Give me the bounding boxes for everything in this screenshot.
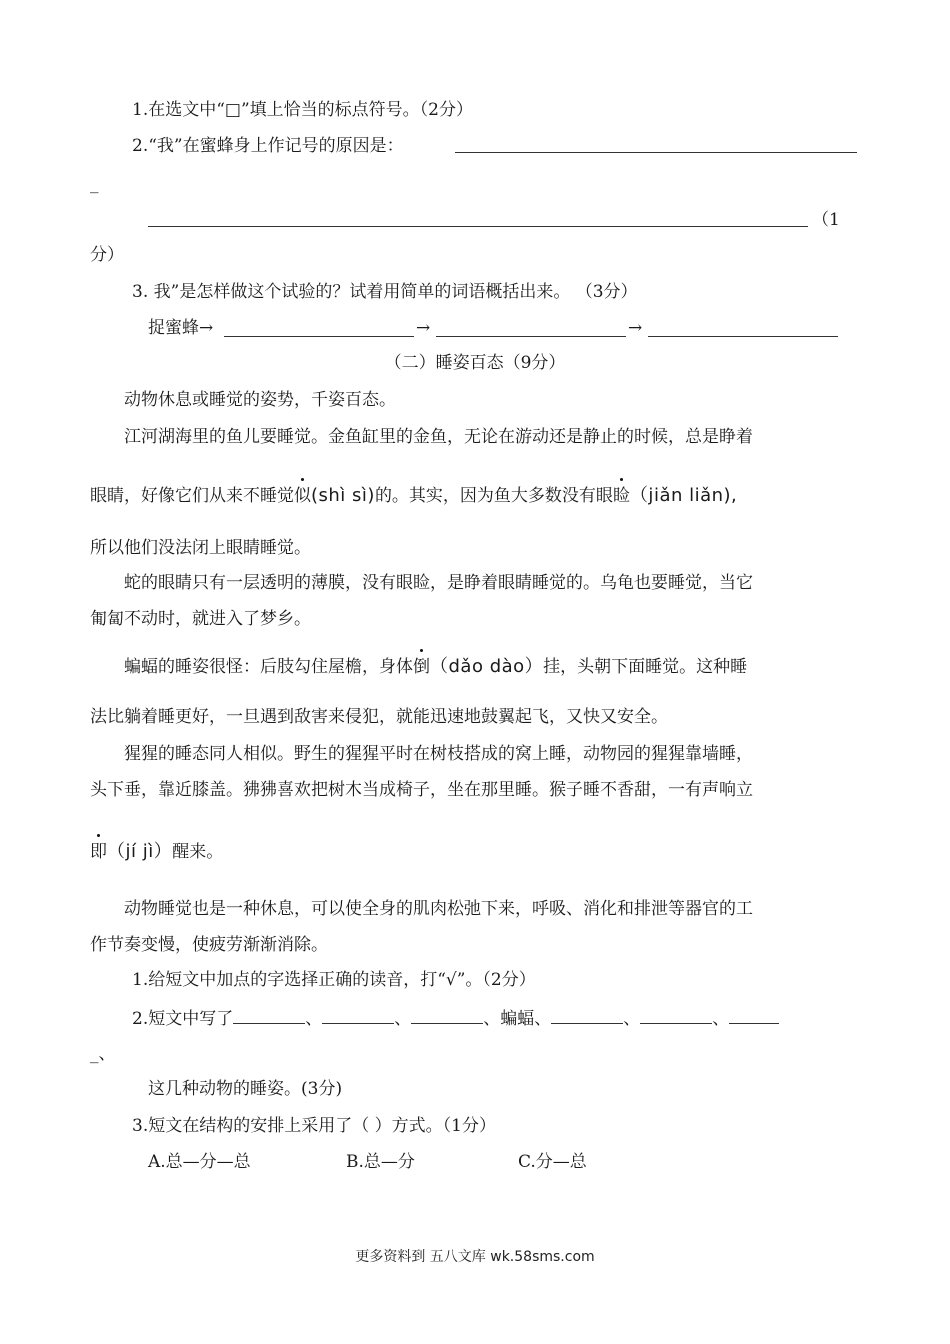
para-2-line-3: 所以他们没法闭上眼睛睡觉。 (90, 538, 311, 558)
answer-line-q3-3[interactable] (648, 318, 838, 337)
option-c[interactable]: C.分—总 (518, 1152, 587, 1172)
answer-blank-2[interactable] (322, 1005, 394, 1024)
text: 醒来。 (172, 842, 224, 862)
separator: 、 (483, 1009, 501, 1029)
dotted-char-si: 似 (294, 486, 311, 506)
answer-blank-5[interactable] (640, 1005, 712, 1024)
separator: 、 (712, 1009, 730, 1029)
para-3-line-1: 蛇的眼睛只有一层透明的薄膜，没有眼睑，是睁着眼睛睡觉的。乌龟也要睡觉，当它 (124, 573, 753, 593)
answer-blank-1[interactable] (233, 1005, 305, 1024)
part1-question-1: 1.在选文中“□”填上恰当的标点符号。（2分） (132, 100, 473, 120)
arrow-1: → (416, 318, 431, 338)
footer-link[interactable]: 更多资料到 五八文库 wk.58sms.com (355, 1249, 595, 1265)
separator: 、 (623, 1009, 641, 1029)
para-5-line-2: 头下垂，靠近膝盖。狒狒喜欢把树木当成椅子，坐在那里睡。猴子睡不香甜，一有声响立 (90, 780, 753, 800)
dotted-char-ji: 即 (90, 842, 107, 862)
dotted-char-dao: 倒 (413, 657, 430, 677)
answer-line-q3-1[interactable] (224, 318, 414, 337)
answer-blank-4[interactable] (551, 1005, 623, 1024)
section-title: （二）睡姿百态（9分） (384, 353, 566, 373)
part2-question-3: 3.短文在结构的安排上采用了（ ）方式。（1分） (132, 1116, 496, 1136)
answer-line-q3-2[interactable] (436, 318, 626, 337)
text: 2.短文中写了 (132, 1009, 234, 1029)
part1-question-2 (132, 134, 404, 158)
separator: 、 (305, 1009, 323, 1029)
text: 的。其实，因为鱼大多数没有眼 (374, 486, 613, 506)
text: 蝙蝠的睡姿很怪：后肢勾住屋檐，身体 (124, 657, 413, 677)
part1-question-3: 3. 我”是怎样做这个试验的？试着用简单的词语概括出来。 （3分） (132, 282, 638, 302)
q3-start-label: 捉蜜蜂→ (148, 318, 214, 338)
arrow-2: → (628, 318, 643, 338)
answer-line-q2-dash: _ (90, 174, 99, 194)
answer-line-q2-a[interactable] (455, 134, 857, 153)
para-6-line-1: 动物睡觉也是一种休息，可以使全身的肌肉松弛下来，呼吸、消化和排泄等器官的工 (124, 899, 753, 919)
given-answer-bat: 蝙蝠 (500, 1009, 535, 1029)
option-b[interactable]: B.总—分 (346, 1152, 415, 1172)
para-5-line-1: 猩猩的睡态同人相似。野生的猩猩平时在树枝搭成的窝上睡，动物园的猩猩靠墙睡， (124, 744, 753, 764)
text: 眼睛，好像它们从来不睡觉 (90, 486, 294, 506)
para-3-line-2: 匍匐不动时，就进入了梦乡。 (90, 609, 311, 629)
separator: 、 (394, 1009, 412, 1029)
pinyin-option-ji[interactable]: （jí jì） (107, 841, 173, 862)
text: 挂，头朝下面睡觉。这种睡 (543, 657, 748, 677)
dotted-char-jian: 睑 (612, 486, 630, 506)
pinyin-option-si[interactable]: (shì sì) (311, 485, 375, 506)
q2-points-b: 分） (90, 245, 124, 265)
para-4-line-1 (124, 655, 747, 679)
separator: 、 (534, 1009, 552, 1029)
para-1: 动物休息或睡觉的姿势，千姿百态。 (124, 390, 396, 410)
para-5-line-3 (90, 840, 223, 864)
q2-points-a: （1 (812, 210, 840, 230)
option-a[interactable]: A.总—分—总 (148, 1152, 251, 1172)
para-2-line-1: 江河湖海里的鱼儿要睡觉。金鱼缸里的金鱼，无论在游动还是静止的时候，总是睁着 (124, 427, 753, 447)
q2-suffix: 这几种动物的睡姿。(3分) (148, 1079, 343, 1099)
para-4-line-2: 法比躺着睡更好，一旦遇到敌害来侵犯，就能迅速地鼓翼起飞，又快又安全。 (90, 707, 668, 727)
answer-blank-6[interactable] (729, 1005, 779, 1024)
pinyin-option-dao[interactable]: （dǎo dào） (430, 656, 544, 677)
pinyin-option-jian[interactable]: （jiǎn liǎn), (629, 485, 738, 506)
answer-line-q2-b[interactable] (148, 208, 808, 227)
part1-question-2-text: 2.“我”在蜜蜂身上作记号的原因是： (132, 136, 404, 156)
part2-question-2 (132, 1005, 779, 1031)
para-6-line-2: 作节奏变慢，使疲劳渐渐消除。 (90, 935, 328, 955)
para-2-line-2 (90, 484, 737, 508)
q2-continuation: _、 (90, 1044, 116, 1064)
answer-blank-3[interactable] (411, 1005, 483, 1024)
part2-question-1: 1.给短文中加点的字选择正确的读音，打“√”。（2分） (132, 970, 536, 990)
